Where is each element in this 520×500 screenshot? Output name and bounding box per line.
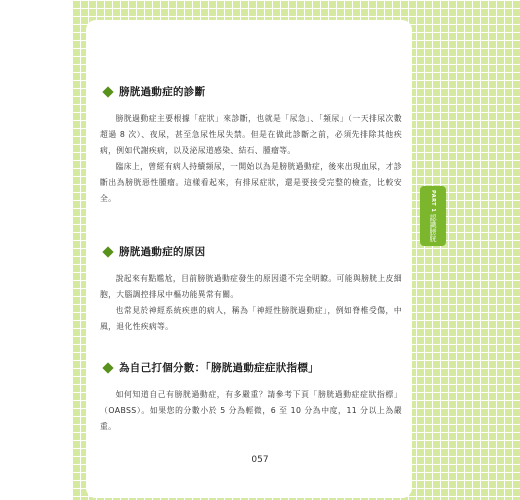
section-heading — [100, 84, 402, 99]
paragraph: 也常見於神經系統疾患的病人，稱為「神經性膀胱過動症」，例如脊椎受傷，中風，退化性疾病等。 — [100, 306, 402, 331]
chapter-tab-part: PART 1 — [430, 189, 436, 213]
section-heading-text: 為自己打個分數：「膀胱過動症症狀指標」 — [119, 362, 319, 374]
diamond-bullet-icon — [102, 86, 113, 97]
page-number: 057 — [251, 455, 269, 465]
paragraph: 臨床上，曾經有病人持續頻尿，一開始以為是膀胱過動症，後來出現血尿，才診斷出為膀胱惡性腫瘤。這樣看起來，有排尿症狀，還是要接受完整的檢查，比較安全。 — [100, 162, 402, 203]
chapter-tab — [420, 186, 446, 246]
section-heading-text: 膀胱過動症的診斷 — [119, 86, 206, 98]
chapter-tab-name: 認識膀胱 — [429, 214, 437, 243]
paragraph: 膀胱過動症主要根據「症狀」來診斷，也就是「尿急」、「頻尿」（一天排尿次數超過 8 次）、夜尿，甚至急尿性尿失禁。但是在做此診斷之前，必須先排除其他疾病，例如代謝疾病，以及泌尿道感染、結石、腫瘤等。 — [100, 114, 402, 155]
section-heading-text: 膀胱過動症的原因 — [119, 246, 206, 258]
section-heading — [100, 360, 402, 375]
diamond-bullet-icon — [102, 246, 113, 257]
section-causes — [100, 244, 402, 335]
section-diagnosis — [100, 84, 402, 207]
section-heading — [100, 244, 402, 259]
paragraph: 如何知道自己有膀胱過動症，有多嚴重？請參考下頁「膀胱過動症症狀指標」（OABSS）。如果您的分數小於 5 分為輕微，6 至 10 分為中度，11 分以上為嚴重。 — [100, 390, 402, 431]
section-self-score — [100, 360, 402, 435]
diamond-bullet-icon — [102, 362, 113, 373]
paragraph: 說起來有點尷尬，目前膀胱過動症發生的原因還不完全明瞭。可能與膀胱上皮細胞，大腦調控排尿中樞功能異常有關。 — [100, 274, 402, 299]
